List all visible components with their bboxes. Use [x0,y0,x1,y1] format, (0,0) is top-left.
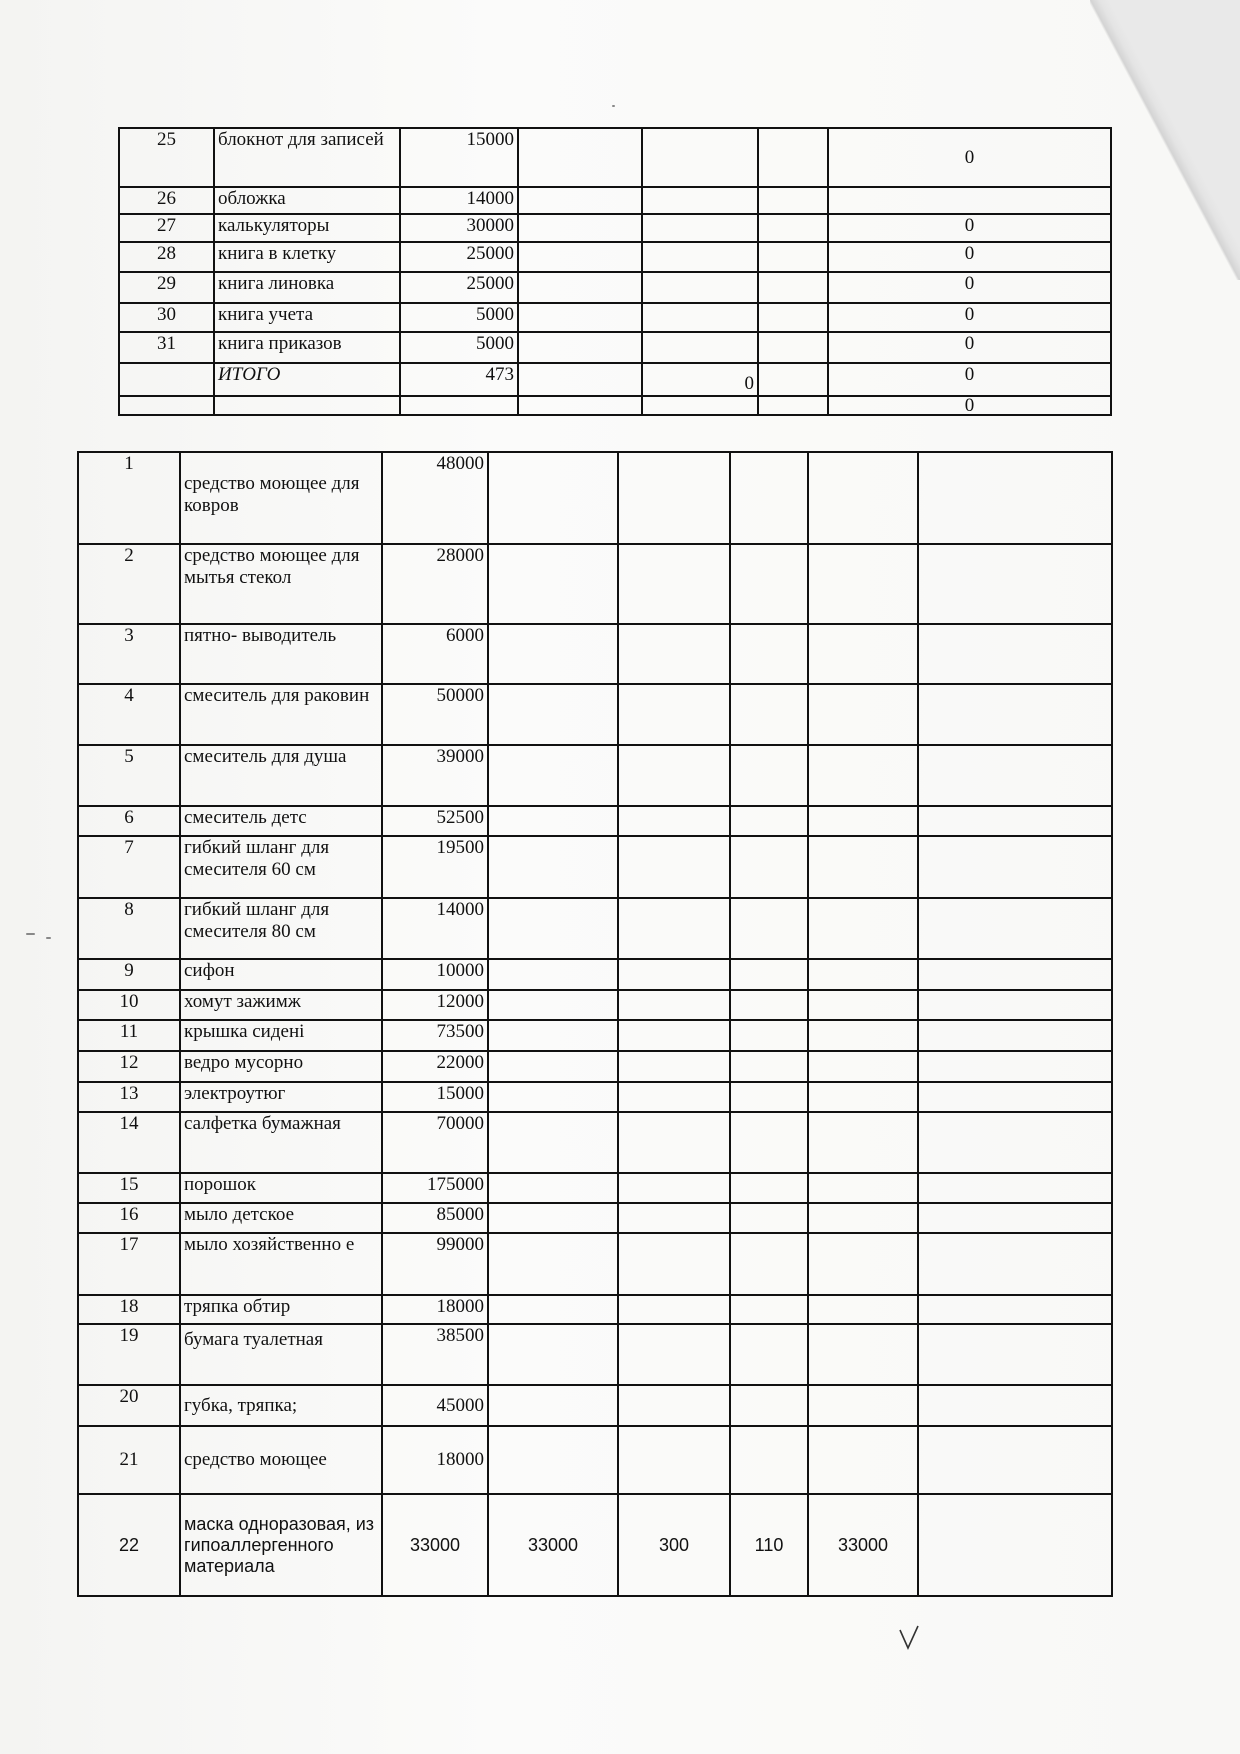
item-name: смеситель для душа [180,745,382,806]
item-name: калькуляторы [214,214,400,242]
empty-cell [488,452,618,544]
empty-cell [488,1426,618,1494]
item-quantity: 99000 [382,1233,488,1295]
empty-cell [618,806,730,836]
scan-speck [46,937,51,939]
empty-cell [918,684,1112,745]
empty-cell [488,959,618,990]
empty-cell [400,396,518,415]
empty-cell [730,1112,808,1173]
empty-cell [730,1324,808,1385]
total-row [119,363,1111,396]
empty-cell [618,1295,730,1324]
empty-cell [918,1426,1112,1494]
row-number: 5 [78,745,180,806]
empty-cell [918,959,1112,990]
empty-cell [488,1324,618,1385]
empty-cell [214,396,400,415]
item-quantity: 15000 [400,128,518,187]
empty-cell [488,1203,618,1233]
row-number: 25 [119,128,214,187]
empty-cell [758,363,828,396]
empty-cell [730,959,808,990]
total-label: ИТОГО [214,363,400,396]
table-row [78,898,1112,959]
empty-cell [488,684,618,745]
empty-cell [618,684,730,745]
item-name: средство моющее для ковров [180,452,382,544]
empty-cell [808,1324,918,1385]
empty-cell [488,806,618,836]
row-number: 15 [78,1173,180,1203]
empty-cell [758,242,828,272]
table-row [78,745,1112,806]
empty-cell [488,1112,618,1173]
empty-cell [918,544,1112,624]
empty-cell [488,624,618,684]
row-number: 19 [78,1324,180,1385]
empty-cell [918,990,1112,1020]
empty-cell [918,1233,1112,1295]
item-quantity: 25000 [400,272,518,303]
item-name: обложка [214,187,400,214]
scan-speck [612,105,615,107]
table-row [78,806,1112,836]
item-name: гибкий шланг для смесителя 60 см [180,836,382,898]
item-name: смеситель детс [180,806,382,836]
stationery-table [118,127,1112,416]
row-number: 10 [78,990,180,1020]
item-quantity: 175000 [382,1173,488,1203]
empty-cell [618,1203,730,1233]
zero-value: 0 [828,214,1111,242]
table-row [78,1051,1112,1082]
check-mark-icon [898,1624,920,1650]
item-quantity: 30000 [400,214,518,242]
row-number: 7 [78,836,180,898]
row-number: 14 [78,1112,180,1173]
empty-cell [730,1295,808,1324]
empty-cell [488,1233,618,1295]
folded-corner-edge [1090,0,1240,280]
item-name: блокнот для записей [214,128,400,187]
row-number: 22 [78,1494,180,1596]
table-row [78,1494,1112,1596]
item-quantity: 5000 [400,303,518,332]
empty-cell [918,624,1112,684]
item-quantity: 39000 [382,745,488,806]
row-number: 9 [78,959,180,990]
row-number: 8 [78,898,180,959]
table-row [119,187,1111,214]
item-quantity: 22000 [382,1051,488,1082]
total-mid-zero: 0 [642,363,758,396]
empty-cell [618,1051,730,1082]
empty-cell [518,303,642,332]
empty-cell [730,1385,808,1426]
empty-cell [730,898,808,959]
item-quantity: 15000 [382,1082,488,1112]
row-number: 26 [119,187,214,214]
item-name: книга в клетку [214,242,400,272]
empty-cell [918,1051,1112,1082]
item-name: гибкий шланг для смесителя 80 см [180,898,382,959]
empty-cell [618,836,730,898]
item-name: хомут зажимж [180,990,382,1020]
empty-cell [518,242,642,272]
empty-cell [730,1203,808,1233]
item-quantity: 73500 [382,1020,488,1051]
empty-cell [808,1426,918,1494]
empty-cell [488,1385,618,1426]
row-number: 21 [78,1426,180,1494]
row-number: 12 [78,1051,180,1082]
empty-cell [730,1020,808,1051]
row-number: 29 [119,272,214,303]
item-name: тряпка обтир [180,1295,382,1324]
table-row [78,1385,1112,1426]
zero-value: 0 [828,303,1111,332]
household-goods-table [77,451,1113,1597]
item-quantity: 50000 [382,684,488,745]
value-cell: 300 [618,1494,730,1596]
empty-cell [488,836,618,898]
item-quantity: 85000 [382,1203,488,1233]
empty-cell [808,1385,918,1426]
empty-cell [618,898,730,959]
item-quantity: 28000 [382,544,488,624]
empty-cell [488,898,618,959]
empty-cell [119,396,214,415]
table-row [78,1295,1112,1324]
empty-cell [918,1324,1112,1385]
item-name: книга линовка [214,272,400,303]
empty-cell [918,898,1112,959]
table-row [78,990,1112,1020]
table-row [119,128,1111,187]
row-number: 28 [119,242,214,272]
empty-cell [642,272,758,303]
table-row [78,1233,1112,1295]
item-name: средство моющее [180,1426,382,1494]
empty-cell [808,1020,918,1051]
empty-cell [488,1051,618,1082]
empty-cell [918,1494,1112,1596]
empty-cell [730,1233,808,1295]
empty-cell [808,959,918,990]
table-row [78,624,1112,684]
empty-cell [642,128,758,187]
value-cell: 33000 [488,1494,618,1596]
empty-cell [918,1295,1112,1324]
total-quantity: 473 [400,363,518,396]
empty-cell [488,1082,618,1112]
row-number: 31 [119,332,214,363]
empty-cell [518,332,642,363]
empty-cell [119,363,214,396]
empty-cell [618,1426,730,1494]
empty-cell [808,1173,918,1203]
item-name: электроутюг [180,1082,382,1112]
empty-cell [488,1020,618,1051]
empty-cell [918,452,1112,544]
empty-cell [730,1426,808,1494]
value-cell: 33000 [808,1494,918,1596]
empty-cell [730,990,808,1020]
scan-speck [26,933,35,935]
row-number: 16 [78,1203,180,1233]
empty-cell [618,1082,730,1112]
empty-cell [808,990,918,1020]
item-quantity: 6000 [382,624,488,684]
table-row [78,1324,1112,1385]
empty-cell [642,332,758,363]
empty-cell [730,745,808,806]
item-name: салфетка бумажная [180,1112,382,1173]
empty-cell [758,332,828,363]
table-row [119,303,1111,332]
item-name: пятно- выводитель [180,624,382,684]
empty-cell [918,836,1112,898]
table-row [78,1173,1112,1203]
empty-cell [488,745,618,806]
row-number: 17 [78,1233,180,1295]
empty-cell [828,187,1111,214]
item-quantity: 45000 [382,1385,488,1426]
empty-cell [918,1385,1112,1426]
empty-cell [618,745,730,806]
empty-cell [918,1082,1112,1112]
row-number: 1 [78,452,180,544]
empty-cell [730,806,808,836]
item-quantity: 5000 [400,332,518,363]
item-name: порошок [180,1173,382,1203]
item-quantity: 12000 [382,990,488,1020]
item-name: смеситель для раковин [180,684,382,745]
empty-cell [808,1233,918,1295]
table-row [78,544,1112,624]
empty-cell [918,1203,1112,1233]
table-row [78,959,1112,990]
item-quantity: 18000 [382,1426,488,1494]
empty-cell [730,544,808,624]
total-zero: 0 [828,396,1111,415]
empty-cell [730,1051,808,1082]
empty-cell [918,1112,1112,1173]
empty-cell [730,624,808,684]
empty-cell [488,1295,618,1324]
empty-cell [618,1020,730,1051]
empty-cell [918,1173,1112,1203]
table-row [78,1203,1112,1233]
item-name: крышка сидені [180,1020,382,1051]
empty-cell [488,1173,618,1203]
empty-cell [642,187,758,214]
table-row [78,684,1112,745]
empty-cell [618,1324,730,1385]
zero-value: 0 [828,363,1111,396]
empty-cell [808,1051,918,1082]
table-row [119,332,1111,363]
item-name: мыло хозяйственно е [180,1233,382,1295]
empty-cell [758,214,828,242]
item-quantity: 48000 [382,452,488,544]
empty-cell [642,214,758,242]
item-name: книга учета [214,303,400,332]
empty-cell [730,684,808,745]
empty-cell [618,624,730,684]
empty-cell [918,745,1112,806]
item-quantity: 14000 [400,187,518,214]
empty-cell [518,187,642,214]
zero-value: 0 [828,242,1111,272]
empty-cell [618,1173,730,1203]
item-quantity: 52500 [382,806,488,836]
empty-cell [730,1082,808,1112]
empty-cell [918,1020,1112,1051]
empty-cell [518,396,642,415]
empty-cell [518,214,642,242]
item-quantity: 18000 [382,1295,488,1324]
row-number: 2 [78,544,180,624]
empty-cell [730,452,808,544]
item-quantity: 70000 [382,1112,488,1173]
item-name: маска одноразовая, из гипоаллергенного материала [180,1494,382,1596]
item-name: ведро мусорно [180,1051,382,1082]
item-quantity: 38500 [382,1324,488,1385]
empty-cell [518,272,642,303]
item-name: губка, тряпка; [180,1385,382,1426]
table-row [119,242,1111,272]
item-name: бумага туалетная [180,1324,382,1385]
table-row [78,1426,1112,1494]
empty-cell [618,1233,730,1295]
table-row [119,396,1111,415]
empty-cell [642,396,758,415]
empty-cell [758,396,828,415]
item-name: мыло детское [180,1203,382,1233]
table-row [119,272,1111,303]
empty-cell [618,990,730,1020]
item-name: средство моющее для мытья стекол [180,544,382,624]
empty-cell [758,128,828,187]
row-number: 4 [78,684,180,745]
empty-cell [808,1295,918,1324]
empty-cell [618,452,730,544]
empty-cell [618,959,730,990]
table-row [78,836,1112,898]
item-quantity: 33000 [382,1494,488,1596]
empty-cell [808,1203,918,1233]
empty-cell [730,1173,808,1203]
zero-value: 0 [828,128,1111,187]
row-number: 11 [78,1020,180,1051]
item-quantity: 10000 [382,959,488,990]
empty-cell [642,303,758,332]
empty-cell [730,836,808,898]
empty-cell [618,1112,730,1173]
empty-cell [808,806,918,836]
empty-cell [488,990,618,1020]
empty-cell [808,684,918,745]
zero-value: 0 [828,332,1111,363]
empty-cell [758,272,828,303]
table-row [78,1112,1112,1173]
item-quantity: 25000 [400,242,518,272]
empty-cell [618,544,730,624]
row-number: 27 [119,214,214,242]
empty-cell [642,242,758,272]
empty-cell [918,806,1112,836]
table-row [78,1082,1112,1112]
empty-cell [618,1385,730,1426]
row-number: 30 [119,303,214,332]
table-row [78,1020,1112,1051]
row-number: 18 [78,1295,180,1324]
empty-cell [808,624,918,684]
item-quantity: 19500 [382,836,488,898]
item-quantity: 14000 [382,898,488,959]
zero-value: 0 [828,272,1111,303]
empty-cell [808,745,918,806]
empty-cell [808,836,918,898]
row-number: 20 [78,1385,180,1426]
empty-cell [518,363,642,396]
empty-cell [488,544,618,624]
value-cell: 110 [730,1494,808,1596]
row-number: 3 [78,624,180,684]
empty-cell [808,1082,918,1112]
row-number: 13 [78,1082,180,1112]
empty-cell [758,303,828,332]
empty-cell [808,544,918,624]
empty-cell [808,1112,918,1173]
table-row [78,452,1112,544]
empty-cell [808,452,918,544]
empty-cell [518,128,642,187]
row-number: 6 [78,806,180,836]
item-name: сифон [180,959,382,990]
empty-cell [808,898,918,959]
table-row [119,214,1111,242]
empty-cell [758,187,828,214]
item-name: книга приказов [214,332,400,363]
